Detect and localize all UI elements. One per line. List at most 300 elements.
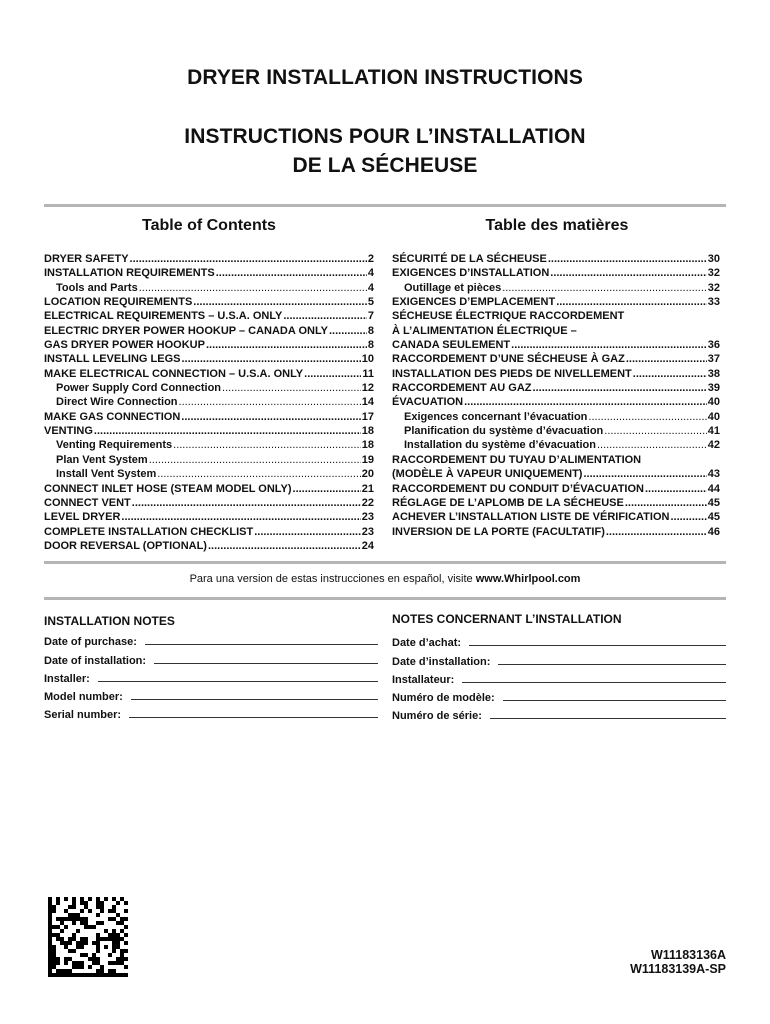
datamatrix-module	[112, 937, 116, 941]
toc-entry[interactable]	[44, 266, 374, 280]
toc-entry[interactable]	[392, 510, 720, 524]
datamatrix-module	[88, 909, 92, 913]
installation-notes-heading-fr: NOTES CONCERNANT L’INSTALLATION	[392, 612, 622, 626]
table-of-contents-fr	[392, 252, 720, 539]
note-field-label: Date d’achat:	[392, 637, 462, 650]
datamatrix-module	[116, 961, 120, 965]
note-field-blank-line[interactable]	[503, 690, 726, 701]
toc-entry[interactable]	[392, 410, 720, 424]
datamatrix-module	[52, 965, 56, 969]
toc-entry-label: MAKE ELECTRICAL CONNECTION – U.S.A. ONLY	[44, 367, 304, 380]
toc-entry-page: 30	[707, 253, 720, 265]
middle-divider	[44, 561, 726, 564]
toc-entry[interactable]	[392, 381, 720, 395]
datamatrix-module	[68, 941, 72, 945]
datamatrix-module	[72, 933, 76, 937]
datamatrix-module	[48, 949, 52, 953]
datamatrix-module	[96, 941, 100, 945]
datamatrix-module	[48, 897, 52, 901]
datamatrix-module	[92, 925, 96, 929]
note-field-blank-line[interactable]	[462, 672, 726, 683]
toc-leader-dots	[283, 309, 367, 323]
toc-entry[interactable]	[44, 539, 374, 553]
datamatrix-module	[124, 925, 128, 929]
toc-leader-dots	[94, 424, 361, 438]
datamatrix-module	[84, 925, 88, 929]
datamatrix-module	[80, 937, 84, 941]
toc-entry-page: 23	[361, 525, 374, 538]
datamatrix-module	[76, 941, 80, 945]
toc-entry-label: INVERSION DE LA PORTE (FACULTATIF)	[392, 525, 605, 538]
datamatrix-module	[96, 937, 100, 941]
toc-entry[interactable]	[392, 453, 720, 467]
datamatrix-module	[96, 945, 100, 949]
toc-entry[interactable]	[44, 295, 374, 309]
toc-entry-label: Exigences concernant l’évacuation	[404, 410, 588, 423]
datamatrix-module	[108, 909, 112, 913]
toc-entry-label: CONNECT VENT	[44, 496, 131, 509]
datamatrix-module	[120, 929, 124, 933]
datamatrix-module	[80, 897, 84, 901]
toc-entry-page: 45	[707, 511, 720, 524]
datamatrix-module	[60, 973, 64, 977]
datamatrix-module	[72, 937, 76, 941]
toc-leader-dots	[606, 525, 707, 539]
note-field-blank-line[interactable]	[498, 654, 726, 665]
toc-leader-dots	[179, 395, 361, 409]
toc-entry-page: 20	[361, 468, 374, 481]
note-field	[392, 631, 726, 649]
datamatrix-module	[112, 917, 116, 921]
toc-entry-page: 41	[707, 425, 720, 438]
datamatrix-module	[72, 965, 76, 969]
datamatrix-module	[112, 929, 116, 933]
toc-entry[interactable]	[44, 338, 374, 352]
note-field-blank-line[interactable]	[469, 635, 726, 646]
toc-leader-dots	[121, 510, 360, 524]
toc-entry-page: 12	[361, 382, 374, 395]
datamatrix-module	[76, 929, 80, 933]
toc-entry[interactable]	[392, 324, 720, 338]
datamatrix-module	[116, 945, 120, 949]
toc-entry[interactable]	[44, 510, 374, 524]
datamatrix-module	[72, 901, 76, 905]
datamatrix-module	[120, 961, 124, 965]
datamatrix-module	[108, 933, 112, 937]
datamatrix-module	[108, 937, 112, 941]
toc-entry[interactable]	[44, 438, 374, 452]
datamatrix-module	[80, 941, 84, 945]
datamatrix-module	[104, 937, 108, 941]
toc-entry[interactable]	[392, 295, 720, 309]
toc-entry-label: À L’ALIMENTATION ÉLECTRIQUE –	[392, 324, 577, 337]
datamatrix-module	[100, 921, 104, 925]
datamatrix-module	[112, 933, 116, 937]
toc-leader-dots	[548, 252, 707, 266]
datamatrix-module	[64, 961, 68, 965]
toc-leader-dots	[329, 324, 367, 338]
datamatrix-module	[100, 937, 104, 941]
whirlpool-link[interactable]: www.Whirlpool.com	[475, 573, 581, 585]
datamatrix-module	[48, 905, 52, 909]
datamatrix-module	[80, 961, 84, 965]
toc-entry[interactable]	[392, 367, 720, 381]
toc-entry-label: SÉCHEUSE ÉLECTRIQUE RACCORDEMENT	[392, 310, 625, 323]
toc-entry-label: DOOR REVERSAL (OPTIONAL)	[44, 539, 207, 552]
toc-leader-dots	[626, 352, 707, 366]
toc-entry-label: RACCORDEMENT D’UNE SÉCHEUSE À GAZ	[392, 353, 625, 366]
toc-entry[interactable]	[44, 525, 374, 539]
datamatrix-module	[124, 965, 128, 969]
datamatrix-module	[96, 949, 100, 953]
title-fr-line1: INSTRUCTIONS POUR L’INSTALLATION	[184, 125, 586, 148]
datamatrix-module	[68, 949, 72, 953]
datamatrix-module	[116, 957, 120, 961]
datamatrix-module	[64, 897, 68, 901]
spanish-version-note	[0, 573, 770, 585]
datamatrix-module	[48, 937, 52, 941]
datamatrix-module	[88, 957, 92, 961]
datamatrix-module	[120, 949, 124, 953]
datamatrix-module	[48, 917, 52, 921]
note-field-label: Numéro de série:	[392, 710, 482, 723]
toc-entry[interactable]	[392, 467, 720, 481]
note-field-label: Model number:	[44, 691, 123, 704]
note-field-label: Date d’installation:	[392, 655, 491, 668]
datamatrix-module	[104, 897, 108, 901]
datamatrix-module	[80, 973, 84, 977]
datamatrix-module	[88, 925, 92, 929]
datamatrix-module	[108, 953, 112, 957]
toc-leader-dots	[157, 467, 360, 481]
datamatrix-module	[56, 957, 60, 961]
datamatrix-module	[76, 965, 80, 969]
title-en: DRYER INSTALLATION INSTRUCTIONS	[187, 66, 583, 89]
title-fr-line2: DE LA SÉCHEUSE	[292, 154, 478, 177]
datamatrix-module	[48, 941, 52, 945]
datamatrix-module	[80, 953, 84, 957]
toc-entry[interactable]	[44, 281, 374, 295]
toc-leader-dots	[130, 252, 367, 266]
toc-entry[interactable]	[392, 525, 720, 539]
datamatrix-module	[108, 917, 112, 921]
note-field-blank-line[interactable]	[98, 671, 378, 682]
toc-entry-page: 38	[707, 367, 720, 380]
datamatrix-module	[108, 961, 112, 965]
datamatrix-module	[52, 905, 56, 909]
toc-leader-dots	[193, 295, 367, 309]
datamatrix-module	[92, 953, 96, 957]
datamatrix-module	[116, 937, 120, 941]
datamatrix-module	[52, 949, 56, 953]
note-field-label: Numéro de modèle:	[392, 692, 495, 705]
toc-entry-label: ELECTRICAL REQUIREMENTS – U.S.A. ONLY	[44, 310, 283, 323]
toc-entry-label: RACCORDEMENT AU GAZ	[392, 382, 532, 395]
toc-entry[interactable]	[44, 309, 374, 323]
note-field-label: Date of purchase:	[44, 636, 137, 649]
toc-entry[interactable]	[392, 352, 720, 366]
toc-leader-dots	[588, 410, 706, 424]
datamatrix-module	[60, 941, 64, 945]
toc-entry[interactable]	[44, 352, 374, 366]
datamatrix-module	[100, 973, 104, 977]
note-field-blank-line[interactable]	[131, 689, 378, 700]
toc-entry-page: 22	[361, 496, 374, 509]
datamatrix-module	[96, 973, 100, 977]
datamatrix-module	[96, 921, 100, 925]
datamatrix-module	[104, 973, 108, 977]
datamatrix-module	[112, 949, 116, 953]
toc-entry-page: 42	[707, 439, 720, 452]
toc-entry-page: 33	[707, 296, 720, 309]
toc-entry[interactable]	[392, 252, 720, 266]
toc-entry[interactable]	[392, 438, 720, 452]
datamatrix-module	[84, 937, 88, 941]
toc-leader-dots	[556, 295, 707, 309]
toc-entry-page: 40	[707, 410, 720, 423]
toc-entry[interactable]	[44, 424, 374, 438]
datamatrix-module	[96, 961, 100, 965]
datamatrix-module	[92, 961, 96, 965]
toc-entry-label: GAS DRYER POWER HOOKUP	[44, 339, 205, 352]
datamatrix-module	[60, 969, 64, 973]
toc-entry[interactable]	[392, 482, 720, 496]
datamatrix-module	[124, 909, 128, 913]
datamatrix-module	[92, 941, 96, 945]
doc-number-primary: W11183136A	[650, 948, 726, 962]
datamatrix-module	[76, 917, 80, 921]
toc-leader-dots	[304, 367, 361, 381]
toc-leader-dots	[222, 381, 361, 395]
toc-leader-dots	[511, 338, 707, 352]
toc-entry-label: ELECTRIC DRYER POWER HOOKUP – CANADA ONLY	[44, 324, 328, 337]
note-field-label: Installateur:	[392, 673, 455, 686]
toc-entry-label: RÉGLAGE DE L’APLOMB DE LA SÉCHEUSE	[392, 496, 624, 509]
datamatrix-module	[80, 965, 84, 969]
toc-leader-dots	[464, 395, 707, 409]
datamatrix-module	[52, 925, 56, 929]
toc-entry-label: INSTALL LEVELING LEGS	[44, 353, 181, 366]
datamatrix-module	[76, 973, 80, 977]
datamatrix-module	[96, 905, 100, 909]
datamatrix-module	[80, 901, 84, 905]
toc-entry-label: RACCORDEMENT DU CONDUIT D’ÉVACUATION	[392, 482, 644, 495]
datamatrix-module	[108, 973, 112, 977]
datamatrix-module	[68, 957, 72, 961]
toc-entry[interactable]	[44, 482, 374, 496]
toc-leader-dots	[625, 496, 707, 510]
toc-entry-page: 19	[361, 453, 374, 466]
datamatrix-module	[48, 945, 52, 949]
datamatrix-module	[96, 897, 100, 901]
datamatrix-module	[64, 957, 68, 961]
datamatrix-module	[96, 913, 100, 917]
toc-entry-label: EXIGENCES D’INSTALLATION	[392, 267, 550, 280]
toc-leader-dots	[533, 381, 707, 395]
toc-entry[interactable]	[392, 496, 720, 510]
datamatrix-module	[72, 913, 76, 917]
toc-entry[interactable]	[44, 324, 374, 338]
toc-entry-label: Installation du système d’évacuation	[404, 439, 596, 452]
toc-entry-page: 21	[361, 482, 374, 495]
datamatrix-module	[48, 957, 52, 961]
datamatrix-module	[104, 945, 108, 949]
toc-entry-page: 40	[707, 396, 720, 409]
toc-leader-dots	[550, 266, 706, 280]
toc-entry-label: Power Supply Cord Connection	[56, 382, 222, 395]
toc-entry-label: SÉCURITÉ DE LA SÉCHEUSE	[392, 253, 547, 265]
toc-entry-page: 18	[361, 425, 374, 438]
toc-entry-page: 23	[361, 511, 374, 524]
toc-entry[interactable]	[392, 266, 720, 280]
datamatrix-module	[72, 897, 76, 901]
table-of-contents-en	[44, 252, 374, 553]
datamatrix-module	[112, 961, 116, 965]
datamatrix-module	[64, 945, 68, 949]
toc-entry-page: 39	[707, 382, 720, 395]
toc-entry[interactable]	[392, 338, 720, 352]
toc-entry-page: 8	[367, 339, 374, 352]
datamatrix-module	[80, 917, 84, 921]
toc-entry-page: 4	[367, 267, 374, 280]
note-field-label: Installer:	[44, 672, 90, 685]
datamatrix-module	[56, 917, 60, 921]
datamatrix-module	[120, 973, 124, 977]
toc-entry-label: LOCATION REQUIREMENTS	[44, 296, 193, 309]
toc-entry-label: Tools and Parts	[56, 281, 138, 294]
datamatrix-module	[76, 961, 80, 965]
toc-entry-label: CONNECT INLET HOSE (STEAM MODEL ONLY)	[44, 482, 292, 495]
note-field-blank-line[interactable]	[154, 653, 378, 664]
datamatrix-module	[112, 941, 116, 945]
datamatrix-module	[52, 909, 56, 913]
datamatrix-module	[96, 933, 100, 937]
datamatrix-module	[48, 913, 52, 917]
datamatrix-module	[88, 973, 92, 977]
datamatrix-module	[116, 933, 120, 937]
datamatrix-module	[84, 941, 88, 945]
datamatrix-module	[80, 909, 84, 913]
toc-entry-label: INSTALLATION REQUIREMENTS	[44, 267, 215, 280]
datamatrix-module	[116, 941, 120, 945]
toc-leader-dots	[132, 496, 361, 510]
toc-entry[interactable]	[392, 395, 720, 409]
datamatrix-module	[112, 897, 116, 901]
datamatrix-module	[52, 957, 56, 961]
installation-notes-en	[44, 630, 378, 721]
note-field-blank-line[interactable]	[129, 707, 378, 718]
datamatrix-module	[88, 965, 92, 969]
datamatrix-module	[100, 969, 104, 973]
datamatrix-module	[112, 969, 116, 973]
toc-entry[interactable]	[44, 381, 374, 395]
datamatrix-module	[124, 901, 128, 905]
note-field	[44, 703, 378, 721]
toc-entry[interactable]	[392, 281, 720, 295]
datamatrix-module	[108, 969, 112, 973]
toc-entry[interactable]	[44, 453, 374, 467]
toc-entry-label: Planification du système d’évacuation	[404, 425, 604, 438]
toc-entry-page: 37	[707, 353, 720, 366]
datamatrix-module	[48, 965, 52, 969]
datamatrix-module	[60, 929, 64, 933]
datamatrix-module	[100, 909, 104, 913]
toc-entry-page: 24	[361, 539, 374, 552]
datamatrix-module	[76, 945, 80, 949]
toc-leader-dots	[206, 338, 367, 352]
datamatrix-module	[120, 917, 124, 921]
datamatrix-module	[56, 969, 60, 973]
datamatrix-module	[48, 921, 52, 925]
toc-entry-page: 45	[707, 496, 720, 509]
datamatrix-module	[64, 941, 68, 945]
toc-entry-page: 32	[707, 281, 720, 294]
datamatrix-module	[68, 973, 72, 977]
datamatrix-module	[112, 905, 116, 909]
datamatrix-module	[60, 921, 64, 925]
datamatrix-module	[120, 921, 124, 925]
datamatrix-module	[112, 973, 116, 977]
datamatrix-module	[96, 957, 100, 961]
toc-leader-dots	[208, 539, 361, 553]
toc-leader-dots	[604, 424, 706, 438]
doc-number-secondary: W11183139A-SP	[630, 962, 726, 976]
toc-entry[interactable]	[44, 395, 374, 409]
datamatrix-module	[64, 969, 68, 973]
datamatrix-module	[92, 973, 96, 977]
datamatrix-module	[84, 921, 88, 925]
toc-leader-dots	[670, 510, 706, 524]
note-field-blank-line[interactable]	[490, 708, 726, 719]
toc-entry[interactable]	[44, 367, 374, 381]
datamatrix-module	[124, 941, 128, 945]
toc-leader-dots	[254, 525, 361, 539]
toc-entry[interactable]	[392, 424, 720, 438]
toc-entry[interactable]	[392, 309, 720, 323]
toc-entry-page: 44	[707, 482, 720, 495]
datamatrix-module	[56, 897, 60, 901]
datamatrix-module	[48, 953, 52, 957]
datamatrix-module	[68, 917, 72, 921]
datamatrix-module	[48, 961, 52, 965]
datamatrix-module	[72, 905, 76, 909]
datamatrix-module	[56, 937, 60, 941]
datamatrix-module	[100, 905, 104, 909]
toc-entry[interactable]	[44, 410, 374, 424]
toc-leader-dots	[502, 281, 707, 295]
toc-leader-dots	[216, 266, 367, 280]
datamatrix-module	[48, 901, 52, 905]
note-field-blank-line[interactable]	[145, 634, 378, 645]
toc-entry-label: CANADA SEULEMENT	[392, 339, 511, 352]
datamatrix-module	[60, 917, 64, 921]
toc-entry-page: 43	[707, 468, 720, 481]
toc-entry-label: Plan Vent System	[56, 453, 148, 466]
toc-entry[interactable]	[44, 467, 374, 481]
datamatrix-module	[96, 901, 100, 905]
datamatrix-module	[52, 933, 56, 937]
datamatrix-module	[68, 905, 72, 909]
datamatrix-module	[124, 957, 128, 961]
toc-entry[interactable]	[44, 496, 374, 510]
notes-divider	[44, 597, 726, 600]
toc-entry-label: Venting Requirements	[56, 439, 173, 452]
datamatrix-module	[120, 957, 124, 961]
datamatrix-module	[48, 925, 52, 929]
datamatrix-module	[76, 913, 80, 917]
toc-entry[interactable]	[44, 252, 374, 266]
datamatrix-module	[100, 901, 104, 905]
